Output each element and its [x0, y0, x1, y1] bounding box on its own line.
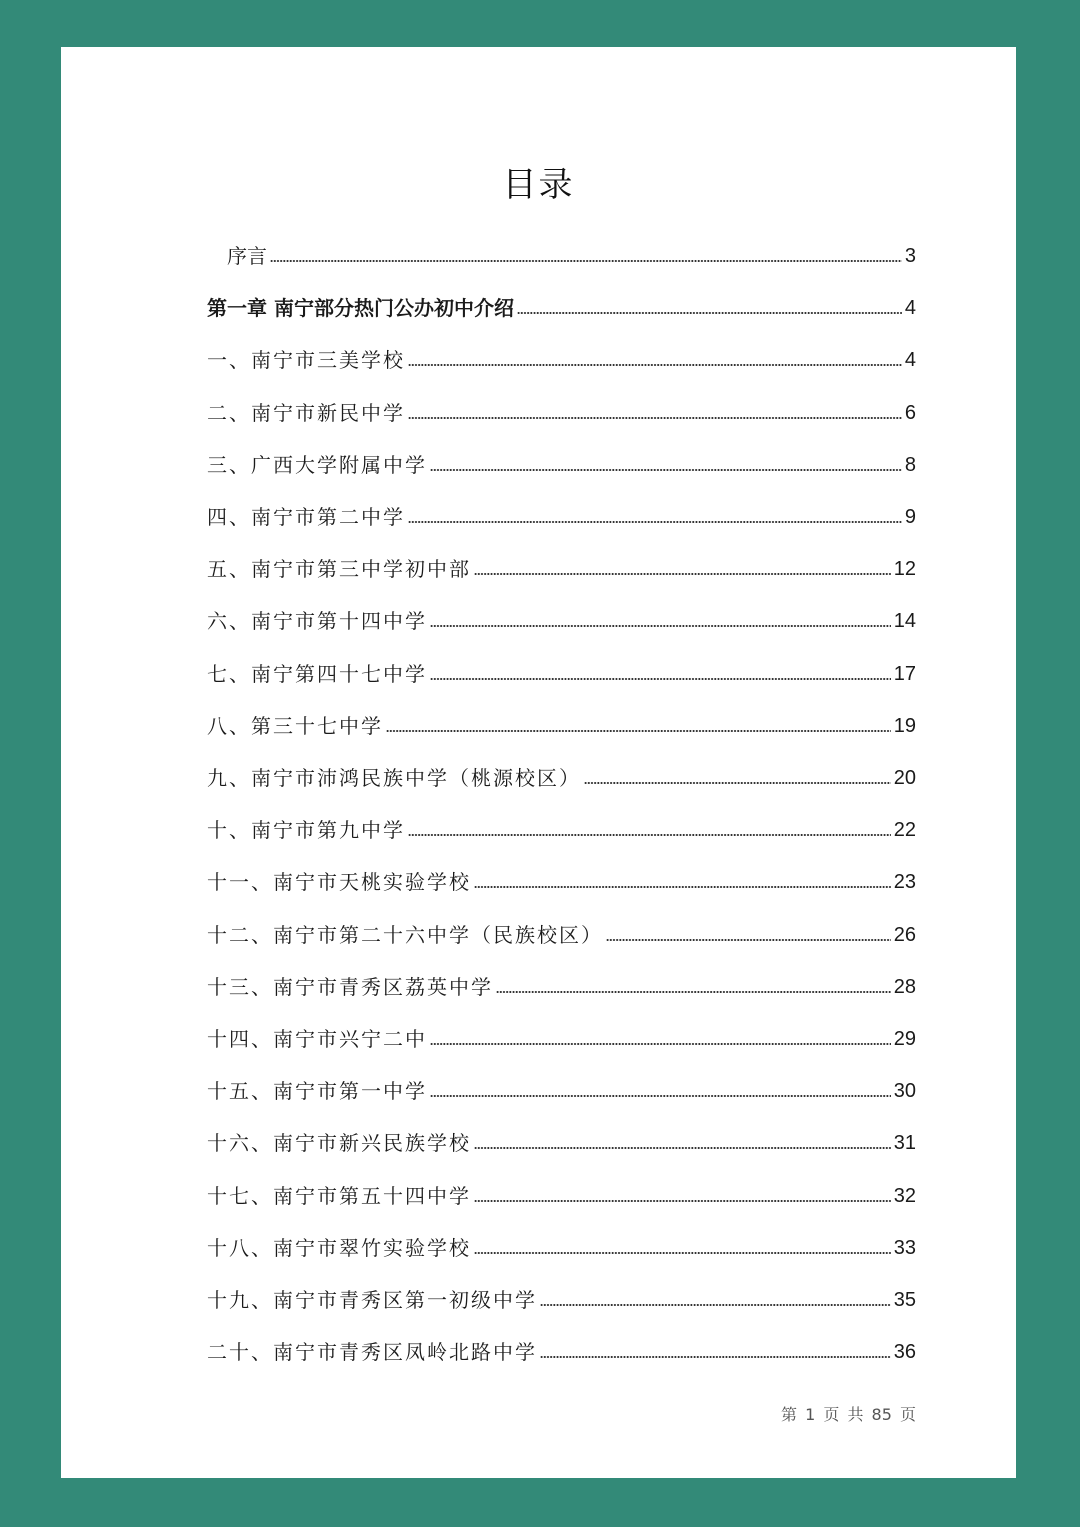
toc-entry-page-number: 35 — [893, 1289, 916, 1311]
toc-entry-label: 七、南宁第四十七中学 — [207, 661, 427, 686]
toc-chapter-entry[interactable] — [207, 291, 916, 321]
toc-entry-page-number: 17 — [893, 662, 916, 685]
toc-entry-label: 二、南宁市新民中学 — [207, 400, 405, 425]
toc-dot-leader — [386, 728, 891, 734]
toc-entry-page-number: 29 — [893, 1028, 916, 1050]
toc-entry-page-number: 30 — [893, 1080, 916, 1103]
toc-entry[interactable] — [207, 500, 916, 530]
toc-entry-label: 五、南宁市第三中学初中部 — [207, 557, 471, 582]
toc-dot-leader — [408, 832, 891, 838]
toc-entry[interactable] — [207, 865, 916, 895]
toc-entry-page-number: 20 — [893, 767, 916, 789]
toc-entry[interactable] — [207, 1283, 916, 1313]
toc-entry[interactable] — [207, 343, 916, 373]
toc-entry-label: 十四、南宁市兴宁二中 — [207, 1027, 427, 1051]
toc-entry[interactable] — [207, 1335, 916, 1365]
page-title: 目录 — [502, 165, 575, 205]
toc-dot-leader — [517, 310, 902, 316]
toc-entry[interactable] — [207, 1231, 916, 1261]
toc-entry-label: 十五、南宁市第一中学 — [207, 1079, 427, 1104]
toc-entry-label: 六、南宁市第十四中学 — [207, 609, 427, 634]
toc-dot-leader — [430, 623, 891, 629]
toc-entry-label: 十八、南宁市翠竹实验学校 — [207, 1235, 471, 1260]
toc-dot-leader — [430, 1041, 891, 1047]
toc-entry-page-number: 26 — [893, 923, 916, 946]
toc-entry-label: 十七、南宁市第五十四中学 — [207, 1183, 471, 1208]
toc-dot-leader — [606, 937, 891, 943]
toc-entry-page-number: 23 — [893, 871, 916, 894]
toc-entry-label: 九、南宁市沛鸿民族中学（桃源校区） — [207, 766, 581, 790]
toc-dot-leader — [540, 1354, 891, 1360]
toc-dot-leader — [496, 989, 891, 995]
toc-entry[interactable] — [207, 604, 916, 634]
toc-dot-leader — [584, 780, 891, 786]
toc-entry-page-number: 9 — [904, 506, 916, 528]
toc-dot-leader — [408, 415, 902, 421]
toc-entry[interactable] — [207, 970, 916, 1000]
toc-dot-leader — [474, 1250, 891, 1256]
toc-dot-leader — [408, 362, 902, 368]
toc-entry[interactable] — [207, 918, 916, 948]
toc-entry-page-number: 8 — [904, 453, 916, 476]
toc-entry-label: 十、南宁市第九中学 — [207, 818, 405, 843]
toc-entry-page-number: 22 — [893, 819, 916, 842]
toc-dot-leader — [430, 1093, 891, 1099]
toc-entry-page-number: 36 — [893, 1341, 916, 1364]
document-page — [61, 47, 1016, 1478]
page-footer: 第 1 页 共 85 页 — [781, 1405, 916, 1424]
toc-entry-page-number: 19 — [893, 714, 916, 737]
toc-entry-label: 十一、南宁市天桃实验学校 — [207, 870, 471, 895]
toc-dot-leader — [474, 1198, 891, 1204]
toc-entry-page-number: 12 — [893, 558, 916, 581]
toc-entry[interactable] — [207, 761, 916, 791]
toc-entry-label: 一、南宁市三美学校 — [207, 348, 405, 373]
toc-dot-leader — [474, 884, 891, 890]
toc-entry-label: 三、广西大学附属中学 — [207, 452, 427, 477]
toc-dot-leader — [540, 1302, 891, 1308]
toc-entry-label: 十六、南宁市新兴民族学校 — [207, 1131, 471, 1156]
toc-entry-page-number: 14 — [893, 610, 916, 633]
toc-entry-page-number: 4 — [904, 297, 916, 320]
toc-entry[interactable] — [207, 657, 916, 687]
toc-entry-page-number: 31 — [893, 1132, 916, 1155]
toc-entry[interactable] — [207, 1074, 916, 1104]
toc-entry-label: 八、第三十七中学 — [207, 713, 383, 738]
toc-entry-label: 十二、南宁市第二十六中学（民族校区） — [207, 922, 603, 947]
toc-entry-page-number: 4 — [904, 349, 916, 372]
toc-entry-label: 序言 — [227, 244, 267, 268]
toc-entry-label: 二十、南宁市青秀区凤岭北路中学 — [207, 1340, 537, 1365]
toc-entry[interactable] — [207, 813, 916, 843]
toc-dot-leader — [430, 676, 891, 682]
toc-entry-page-number: 6 — [904, 401, 916, 424]
toc-dot-leader — [408, 519, 902, 525]
toc-entry[interactable] — [207, 1022, 916, 1052]
toc-entry-page-number: 3 — [904, 245, 916, 267]
toc-entry-page-number: 32 — [893, 1184, 916, 1207]
toc-entry[interactable] — [207, 396, 916, 426]
toc-entry[interactable] — [207, 448, 916, 478]
toc-entry-page-number: 28 — [893, 975, 916, 998]
toc-dot-leader — [474, 571, 891, 577]
toc-dot-leader — [430, 467, 902, 473]
toc-entry-label: 第一章 南宁部分热门公办初中介绍 — [207, 296, 514, 321]
toc-entry-label: 十三、南宁市青秀区荔英中学 — [207, 974, 493, 999]
toc-entry[interactable] — [207, 552, 916, 582]
toc-entry-label: 四、南宁市第二中学 — [207, 505, 405, 529]
toc-dot-leader — [474, 1145, 891, 1151]
toc-preface-entry[interactable] — [207, 239, 916, 269]
toc-dot-leader — [270, 258, 902, 264]
toc-entry[interactable] — [207, 1126, 916, 1156]
toc-entry[interactable] — [207, 709, 916, 739]
toc-entry-page-number: 33 — [893, 1236, 916, 1259]
toc-entry[interactable] — [207, 1179, 916, 1209]
toc-entry-label: 十九、南宁市青秀区第一初级中学 — [207, 1288, 537, 1312]
